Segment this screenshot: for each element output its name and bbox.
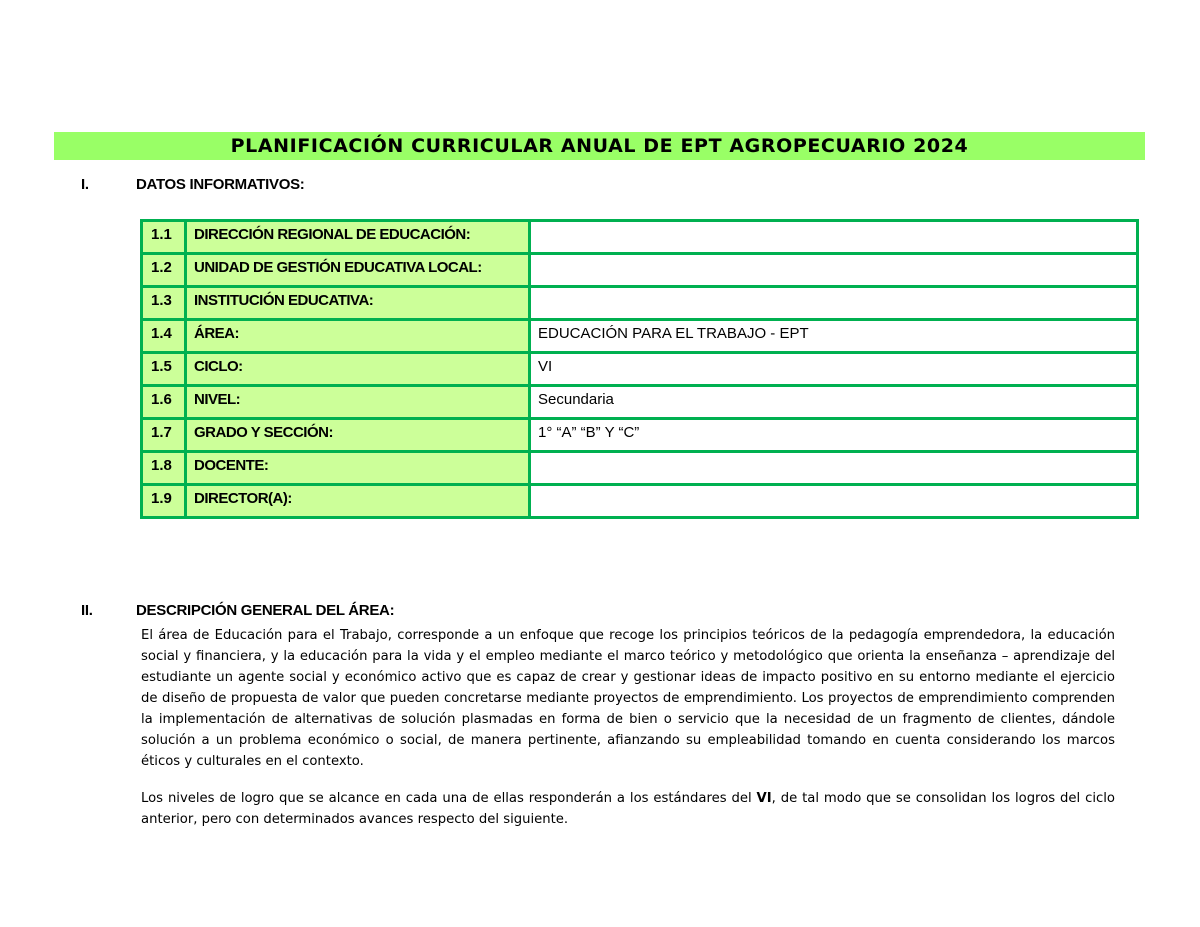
row-value-ciclo: VI (530, 353, 1138, 386)
datos-informativos-table (140, 219, 1139, 519)
row-label: DOCENTE: (186, 452, 530, 485)
row-label: UNIDAD DE GESTIÓN EDUCATIVA LOCAL: (186, 254, 530, 287)
row-label: NIVEL: (186, 386, 530, 419)
paragraph-text: Los niveles de logro que se alcance en cada una de ellas responderán a los estándares del (141, 791, 757, 806)
section-number: II. (81, 602, 93, 619)
row-value-docente (530, 452, 1138, 485)
table-row (142, 386, 1138, 419)
table-row (142, 452, 1138, 485)
ciclo-emphasis: VI (756, 791, 772, 806)
paragraph-text: , de tal modo que se consolidan los logros del ciclo anterior, pero con determinados avances respecto del siguiente. (141, 791, 1115, 827)
row-value-area: EDUCACIÓN PARA EL TRABAJO - EPT (530, 320, 1138, 353)
table-row (142, 419, 1138, 452)
row-number: 1.6 (142, 386, 186, 419)
table-row (142, 485, 1138, 518)
section-heading-datos-informativos (81, 176, 304, 193)
section-number: I. (81, 176, 89, 193)
row-number: 1.1 (142, 221, 186, 254)
row-label: INSTITUCIÓN EDUCATIVA: (186, 287, 530, 320)
description-paragraph-2 (141, 788, 1115, 830)
row-label: DIRECTOR(A): (186, 485, 530, 518)
section-title: DATOS INFORMATIVOS: (136, 176, 305, 193)
row-label: CICLO: (186, 353, 530, 386)
row-label: DIRECCIÓN REGIONAL DE EDUCACIÓN: (186, 221, 530, 254)
table-row (142, 320, 1138, 353)
row-number: 1.8 (142, 452, 186, 485)
row-number: 1.4 (142, 320, 186, 353)
section-title: DESCRIPCIÓN GENERAL DEL ÁREA: (136, 602, 395, 619)
section-heading-descripcion-general (81, 602, 394, 619)
table-row (142, 221, 1138, 254)
row-value-nivel: Secundaria (530, 386, 1138, 419)
row-number: 1.7 (142, 419, 186, 452)
row-value-director (530, 485, 1138, 518)
table-row (142, 353, 1138, 386)
description-paragraph-1: El área de Educación para el Trabajo, corresponde a un enfoque que recoge los principios teóricos de la pedagogía emprendedora, la educación social y financiera, y la educación para la vida y el empleo mediante el marco teórico y metodológico que orienta la enseñanza – aprendizaje del estudiante un agente social y económico activo que es capaz de crear y gestionar ideas de impacto positivo en su entorno mediante el ejercicio de diseño de propuesta de valor que pueden concretarse mediante proyectos de emprendimiento. Los proyectos de emprendimiento comprenden la implementación de alternativas de solución plasmadas en forma de bien o servicio que la necesidad de un fragmento de clientes, dándole solución a un problema económico o social, de manera pertinente, afianzando su empleabilidad tomando en cuenta considerando los marcos éticos y culturales en el contexto. (141, 628, 1115, 769)
row-number: 1.3 (142, 287, 186, 320)
row-value-institucion (530, 287, 1138, 320)
row-value-grado-seccion: 1° “A” “B” Y “C” (530, 419, 1138, 452)
row-label: GRADO Y SECCIÓN: (186, 419, 530, 452)
row-number: 1.9 (142, 485, 186, 518)
row-number: 1.2 (142, 254, 186, 287)
row-number: 1.5 (142, 353, 186, 386)
row-value-direccion-regional (530, 221, 1138, 254)
row-label: ÁREA: (186, 320, 530, 353)
row-value-ugel (530, 254, 1138, 287)
table-row (142, 254, 1138, 287)
table-row (142, 287, 1138, 320)
document-title: PLANIFICACIÓN CURRICULAR ANUAL DE EPT AGROPECUARIO 2024 (54, 132, 1145, 160)
